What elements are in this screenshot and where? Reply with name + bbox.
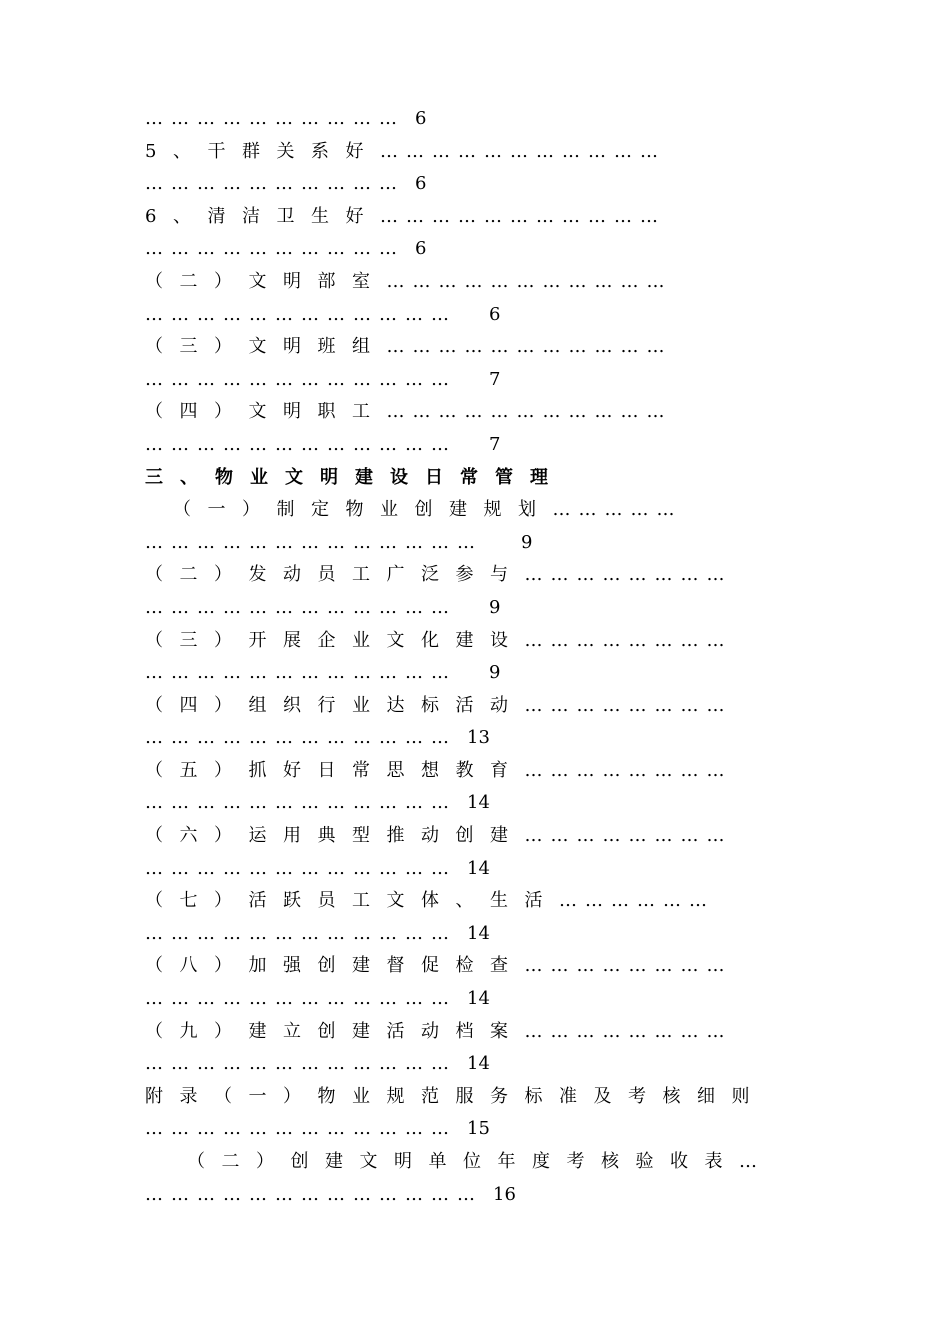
toc-entry-leader-line <box>145 1048 793 1081</box>
toc-entry[interactable] <box>145 266 793 331</box>
toc-entry-leader-line <box>145 233 793 266</box>
toc-leader-dots: …………………… <box>524 759 733 781</box>
toc-entry[interactable] <box>145 885 793 950</box>
toc-entry-leader-line <box>145 168 793 201</box>
table-of-contents <box>145 103 793 1211</box>
toc-leader-dots: …………………… <box>524 955 733 977</box>
toc-leader-dots: ……………………………… <box>145 727 457 749</box>
toc-leader-dots: ……………………………… <box>145 922 457 944</box>
toc-entry[interactable] <box>145 201 793 266</box>
toc-entry-leader-line <box>145 527 793 560</box>
toc-leader-dots: ……………… <box>559 890 715 912</box>
toc-entry-title: （七）活跃员工文体、生活 <box>145 890 559 912</box>
toc-entry-title-line <box>145 494 793 527</box>
toc-entry-title-line <box>145 559 793 592</box>
toc-leader-dots: …………………… <box>524 1020 733 1042</box>
toc-entry-title-line <box>145 885 793 918</box>
toc-entry-leader-line <box>145 722 793 755</box>
toc-entry-leader-line <box>145 1179 793 1212</box>
toc-entry[interactable] <box>145 690 793 755</box>
toc-leader-dots: ………………………………… <box>145 1183 483 1205</box>
toc-entry-title: （一）制定物业创建规划 <box>173 499 553 521</box>
toc-entry-title: （二）文明部室 <box>145 270 387 292</box>
toc-entry-title-line <box>145 820 793 853</box>
toc-leader-dots: ……………………………… <box>145 1053 457 1075</box>
toc-leader-dots: ……………………………… <box>145 596 457 618</box>
toc-entry[interactable] <box>145 1081 793 1146</box>
toc-page-number: 15 <box>467 1118 490 1140</box>
toc-entry-title-line <box>145 1016 793 1049</box>
toc-leader-dots: …………………… <box>524 564 733 586</box>
toc-leader-dots: ……………………………… <box>145 792 457 814</box>
toc-page-number: 9 <box>521 531 533 553</box>
toc-entry-title: 6、清洁卫生好 <box>145 205 380 227</box>
toc-leader-dots: …………………………… <box>386 336 673 358</box>
toc-leader-dots: ……………………………… <box>145 433 457 455</box>
toc-page-number: 16 <box>493 1183 516 1205</box>
toc-entry-title: （三）开展企业文化建设 <box>145 629 525 651</box>
toc-entry-title-line <box>145 690 793 723</box>
toc-entry-title: 附录（一）物业规范服务标准及考核细则 <box>145 1085 766 1107</box>
toc-leader-dots: …………………………… <box>386 270 673 292</box>
toc-page-number: 13 <box>467 727 490 749</box>
toc-entry[interactable] <box>145 396 793 461</box>
toc-section-heading[interactable] <box>145 462 793 495</box>
toc-entry[interactable] <box>145 1146 793 1211</box>
toc-entry-title: （五）抓好日常思想教育 <box>145 759 525 781</box>
toc-entry-title-line <box>145 266 793 299</box>
toc-leader-dots: ……………………………… <box>145 303 457 325</box>
toc-entry-title: （三）文明班组 <box>145 336 387 358</box>
toc-entry[interactable] <box>145 820 793 885</box>
toc-page-number: 7 <box>489 368 501 390</box>
toc-leader-dots: …………………… <box>524 825 733 847</box>
toc-entry-title: （四）文明职工 <box>145 401 387 423</box>
toc-leader-dots: …………………………… <box>379 140 666 162</box>
toc-entry-title: （九）建立创建活动档案 <box>145 1020 525 1042</box>
toc-entry-title: 三、物业文明建设日常管理 <box>145 466 565 488</box>
toc-leader-dots: ……………………………… <box>145 1118 457 1140</box>
toc-leader-dots: … <box>739 1151 765 1172</box>
toc-page-number: 6 <box>415 238 427 260</box>
toc-leader-dots: …………………… <box>524 694 733 716</box>
toc-entry[interactable] <box>145 331 793 396</box>
toc-entry-leader-line <box>145 983 793 1016</box>
toc-page-number: 14 <box>467 792 490 814</box>
toc-leader-dots: ……………………………… <box>145 368 457 390</box>
toc-entry-title-line <box>145 625 793 658</box>
toc-entry-title: （二）创建文明单位年度考核验收表 <box>187 1151 739 1172</box>
toc-leader-dots: …………………………… <box>386 401 673 423</box>
toc-entry-title-line <box>145 136 793 169</box>
toc-entry-title-line <box>145 331 793 364</box>
toc-entry-leader-line <box>145 1113 793 1146</box>
toc-page-number: 6 <box>415 173 427 195</box>
toc-entry-title-line <box>145 462 793 495</box>
toc-page-number: 9 <box>489 662 501 684</box>
toc-entry-leader-line <box>145 918 793 951</box>
toc-leader-dots: ……………………………… <box>145 988 457 1010</box>
toc-entry[interactable] <box>145 103 793 136</box>
toc-entry[interactable] <box>145 1016 793 1081</box>
toc-entry-leader-line <box>145 592 793 625</box>
toc-leader-dots: …………………………… <box>379 205 666 227</box>
toc-leader-dots: ………………………………… <box>145 531 483 553</box>
toc-entry-title: （二）发动员工广泛参与 <box>145 564 525 586</box>
toc-entry-leader-line <box>145 299 793 332</box>
toc-page-number: 9 <box>489 596 501 618</box>
toc-leader-dots: ……………………………… <box>145 857 457 879</box>
toc-leader-dots: ………………………… <box>145 108 405 129</box>
toc-entry-title-line <box>145 201 793 234</box>
toc-leader-dots: ……………………………… <box>145 662 457 684</box>
toc-entry-leader-line <box>145 657 793 690</box>
toc-entry-title-line <box>145 1081 793 1114</box>
toc-page-number: 6 <box>415 108 427 129</box>
toc-leader-dots: …………… <box>552 499 683 521</box>
toc-entry-leader-line <box>145 853 793 886</box>
toc-entry[interactable] <box>145 950 793 1015</box>
toc-leader-dots: …………………… <box>524 629 733 651</box>
toc-leader-dots: ………………………… <box>145 173 405 195</box>
toc-entry[interactable] <box>145 625 793 690</box>
toc-entry[interactable] <box>145 494 793 559</box>
toc-entry-title-line <box>145 755 793 788</box>
toc-leader-dots: ………………………… <box>145 238 405 260</box>
toc-entry[interactable] <box>145 136 793 201</box>
toc-entry-leader-line <box>145 103 793 136</box>
toc-page-number: 7 <box>489 433 501 455</box>
toc-entry-leader-line <box>145 787 793 820</box>
toc-entry-title-line <box>145 1146 793 1179</box>
toc-page-number: 14 <box>467 988 490 1010</box>
toc-entry-title-line <box>145 950 793 983</box>
toc-entry-leader-line <box>145 429 793 462</box>
toc-entry-title: （四）组织行业达标活动 <box>145 694 525 716</box>
toc-entry-title: （六）运用典型推动创建 <box>145 825 525 847</box>
toc-entry[interactable] <box>145 755 793 820</box>
toc-page-number: 14 <box>467 857 490 879</box>
toc-page-number: 6 <box>489 303 501 325</box>
toc-page-number: 14 <box>467 922 490 944</box>
toc-entry-leader-line <box>145 364 793 397</box>
toc-entry-title: （八）加强创建督促检查 <box>145 955 525 977</box>
toc-entry[interactable] <box>145 559 793 624</box>
toc-entry-title-line <box>145 396 793 429</box>
toc-page-number: 14 <box>467 1053 490 1075</box>
toc-entry-title: 5、干群关系好 <box>145 140 380 162</box>
